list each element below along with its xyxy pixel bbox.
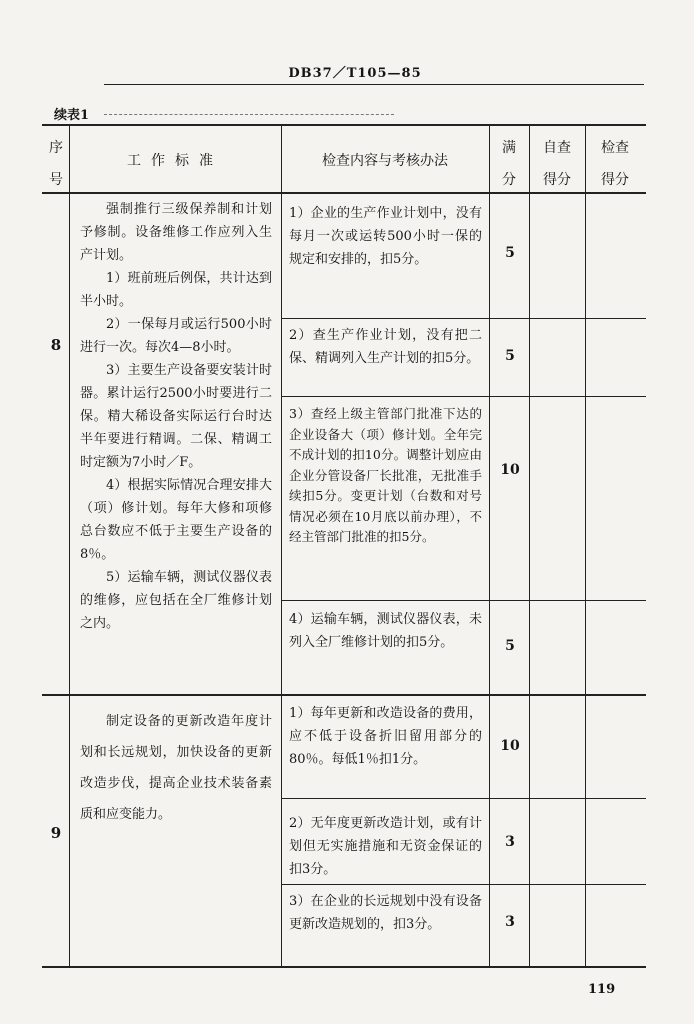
row8-standard-para: 1）班前班后例保，共计达到半小时。 bbox=[80, 271, 272, 309]
row8-standard-para: 3）主要生产设备要安装计时器。累计运行2500小时要进行二保。精大稀设备实际运行台时达半年要进行精调。二保、精调工时定额为7小时／F。 bbox=[80, 363, 272, 470]
row9-standard-para: 制定设备的更新改造年度计划和长远规划，加快设备的更新改造步伐，提高企业技术装备素质和应变能力。 bbox=[80, 714, 272, 822]
table-top-border bbox=[42, 124, 646, 126]
code-underline bbox=[104, 84, 644, 85]
row9-item2-score: 3 bbox=[505, 834, 515, 850]
header-self-score bbox=[530, 132, 584, 196]
row9-item2-divider bbox=[281, 884, 646, 885]
row8-seq: 8 bbox=[50, 336, 62, 354]
header-check-method: 检查内容与考核办法 bbox=[322, 153, 448, 169]
header-self-bottom: 得分 bbox=[543, 172, 571, 188]
row9-seq: 9 bbox=[50, 824, 62, 842]
header-seq-bottom: 号 bbox=[49, 172, 63, 188]
row8-item2-score: 5 bbox=[505, 348, 515, 364]
row8-item1-divider bbox=[281, 318, 646, 319]
document-code: DB37／T105—85 bbox=[288, 66, 422, 81]
row9-item1-divider bbox=[281, 798, 646, 799]
row8-item4-score: 5 bbox=[505, 638, 515, 654]
header-full-bottom: 分 bbox=[502, 172, 516, 188]
header-seq-top: 序 bbox=[49, 140, 63, 156]
row9-item3-text: 3）在企业的长远规划中没有设备更新改造规划的，扣3分。 bbox=[289, 894, 482, 932]
header-insp-bottom: 得分 bbox=[601, 172, 629, 188]
row8-item1-score: 5 bbox=[505, 245, 515, 261]
row8-item3-score: 10 bbox=[500, 462, 520, 478]
row8-item4-text: 4）运输车辆，测试仪器仪表，未列入全厂维修计划的扣5分。 bbox=[289, 612, 482, 650]
row9-item2-text: 2）无年度更新改造计划，或有计划但无实施措施和无资金保证的扣3分。 bbox=[289, 816, 482, 877]
row8-item1-text: 1）企业的生产作业计划中，没有每月一次或运转500小时一保的规定和安排的，扣5分。 bbox=[289, 206, 482, 267]
header-inspection-score bbox=[586, 132, 644, 196]
header-full-top: 满 bbox=[502, 140, 516, 156]
header-work-standard: 工作标准 bbox=[127, 153, 223, 169]
col-line-std bbox=[281, 124, 282, 966]
row8-standard bbox=[80, 198, 272, 635]
table-bottom-border bbox=[42, 966, 646, 968]
header-seq bbox=[44, 132, 68, 196]
row8-item3-text: 3）查经上级主管部门批准下达的企业设备大（项）修计划。全年完不成计划的扣10分。调整计划应由企业分管设备厂长批准，无批准手续扣5分。变更计划（台数和对号情况必须在10月底以前办理），不经主管部门批准的扣5分。 bbox=[289, 406, 482, 544]
continuation-dashline bbox=[104, 114, 394, 115]
row8-standard-para: 5）运输车辆，测试仪器仪表的维修，应包括在全厂维修计划之内。 bbox=[80, 570, 272, 631]
row8-item2-divider bbox=[281, 396, 646, 397]
row9-item3-score: 3 bbox=[505, 914, 515, 930]
row8-standard-para: 强制推行三级保养制和计划予修制。设备维修工作应列入生产计划。 bbox=[80, 202, 272, 263]
header-self-top: 自查 bbox=[543, 140, 571, 156]
row9-standard bbox=[80, 706, 272, 830]
row9-item1-score: 10 bbox=[500, 738, 520, 754]
row8-item3-divider bbox=[281, 600, 646, 601]
row8-standard-para: 2）一保每月或运行500小时进行一次。每次4—8小时。 bbox=[80, 317, 272, 355]
col-line-seq bbox=[69, 124, 70, 966]
row8-standard-para: 4）根据实际情况合理安排大（项）修计划。每年大修和项修总台数应不低于主要生产设备的8％。 bbox=[80, 478, 272, 562]
page-number: 119 bbox=[588, 982, 616, 997]
header-insp-top: 检查 bbox=[601, 140, 629, 156]
row8-bottom-border bbox=[42, 694, 646, 696]
row9-item1-text: 1）每年更新和改造设备的费用，应不低于设备折旧留用部分的80％。每低1％扣1分。 bbox=[289, 706, 482, 767]
col-line-self bbox=[585, 124, 586, 966]
header-full-score bbox=[490, 132, 528, 196]
continuation-label: 续表1 bbox=[54, 108, 90, 123]
row8-item2-text: 2）查生产作业计划，没有把二保、精调列入生产计划的扣5分。 bbox=[289, 328, 482, 366]
